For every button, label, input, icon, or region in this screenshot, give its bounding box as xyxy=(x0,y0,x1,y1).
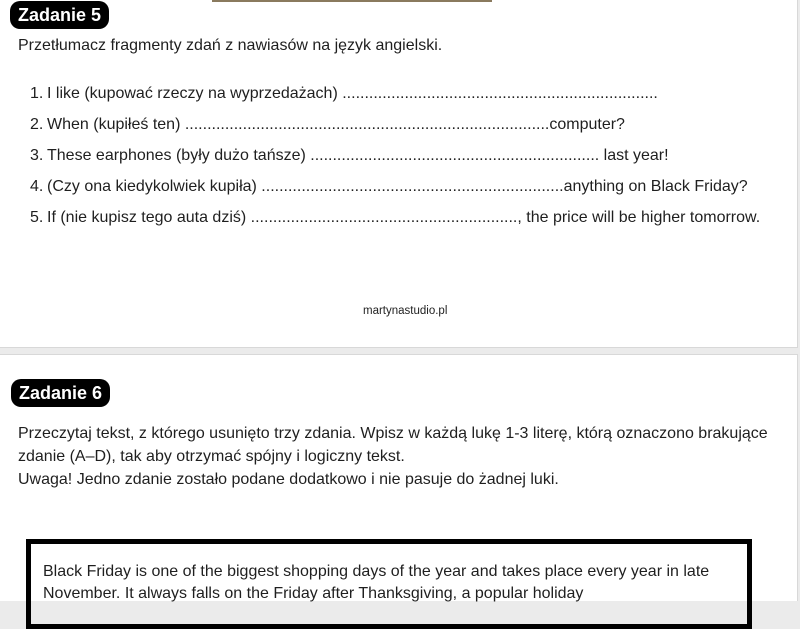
reading-text: Black Friday is one of the biggest shopping days of the year and takes place every year in late November. It always falls on the Friday after Thanksgiving, a popular holiday xyxy=(43,563,710,602)
exercise-item xyxy=(30,109,770,140)
exercise-item xyxy=(30,140,770,171)
top-image-edge xyxy=(212,0,492,2)
exercise-text: I like (kupować rzeczy na wyprzedażach) ....................................................................... xyxy=(47,85,658,102)
exercise-text: When (kupiłeś ten) ..................................................................................computer? xyxy=(47,116,625,133)
exercise-item xyxy=(30,171,770,202)
task-5-badge: Zadanie 5 xyxy=(10,1,109,29)
task-6-note: Uwaga! Jedno zdanie zostało podane dodatkowo i nie pasuje do żadnej luki. xyxy=(18,471,559,488)
exercise-number: 5. xyxy=(30,209,44,226)
exercise-text: These earphones (były dużo tańsze) ................................................................. last year! xyxy=(47,147,669,164)
exercise-item xyxy=(30,78,770,109)
exercise-number: 1. xyxy=(30,85,44,102)
task-6-badge: Zadanie 6 xyxy=(11,379,110,407)
reading-text-box xyxy=(26,539,752,629)
exercise-number: 3. xyxy=(30,147,44,164)
exercise-text: If (nie kupisz tego auta dziś) ............................................................, the price will be higher tomorrow. xyxy=(47,209,761,226)
task-5-instruction: Przetłumacz fragmenty zdań z nawiasów na język angielski. xyxy=(18,37,443,54)
exercise-number: 4. xyxy=(30,178,44,195)
exercise-item xyxy=(30,202,770,233)
exercise-text: (Czy ona kiedykolwiek kupiła) ....................................................................anything on Black Friday? xyxy=(47,178,748,195)
source-credit: martynastudio.pl xyxy=(363,305,448,317)
task-5-exercise-list xyxy=(30,78,770,233)
task-6-instruction: Przeczytaj tekst, z którego usunięto trzy zdania. Wpisz w każdą lukę 1-3 literę, którą oznaczono brakujące zdanie (A–D), tak aby otrzymać spójny i logiczny tekst. xyxy=(18,425,768,465)
exercise-number: 2. xyxy=(30,116,44,133)
worksheet-page-task-6 xyxy=(0,354,798,601)
